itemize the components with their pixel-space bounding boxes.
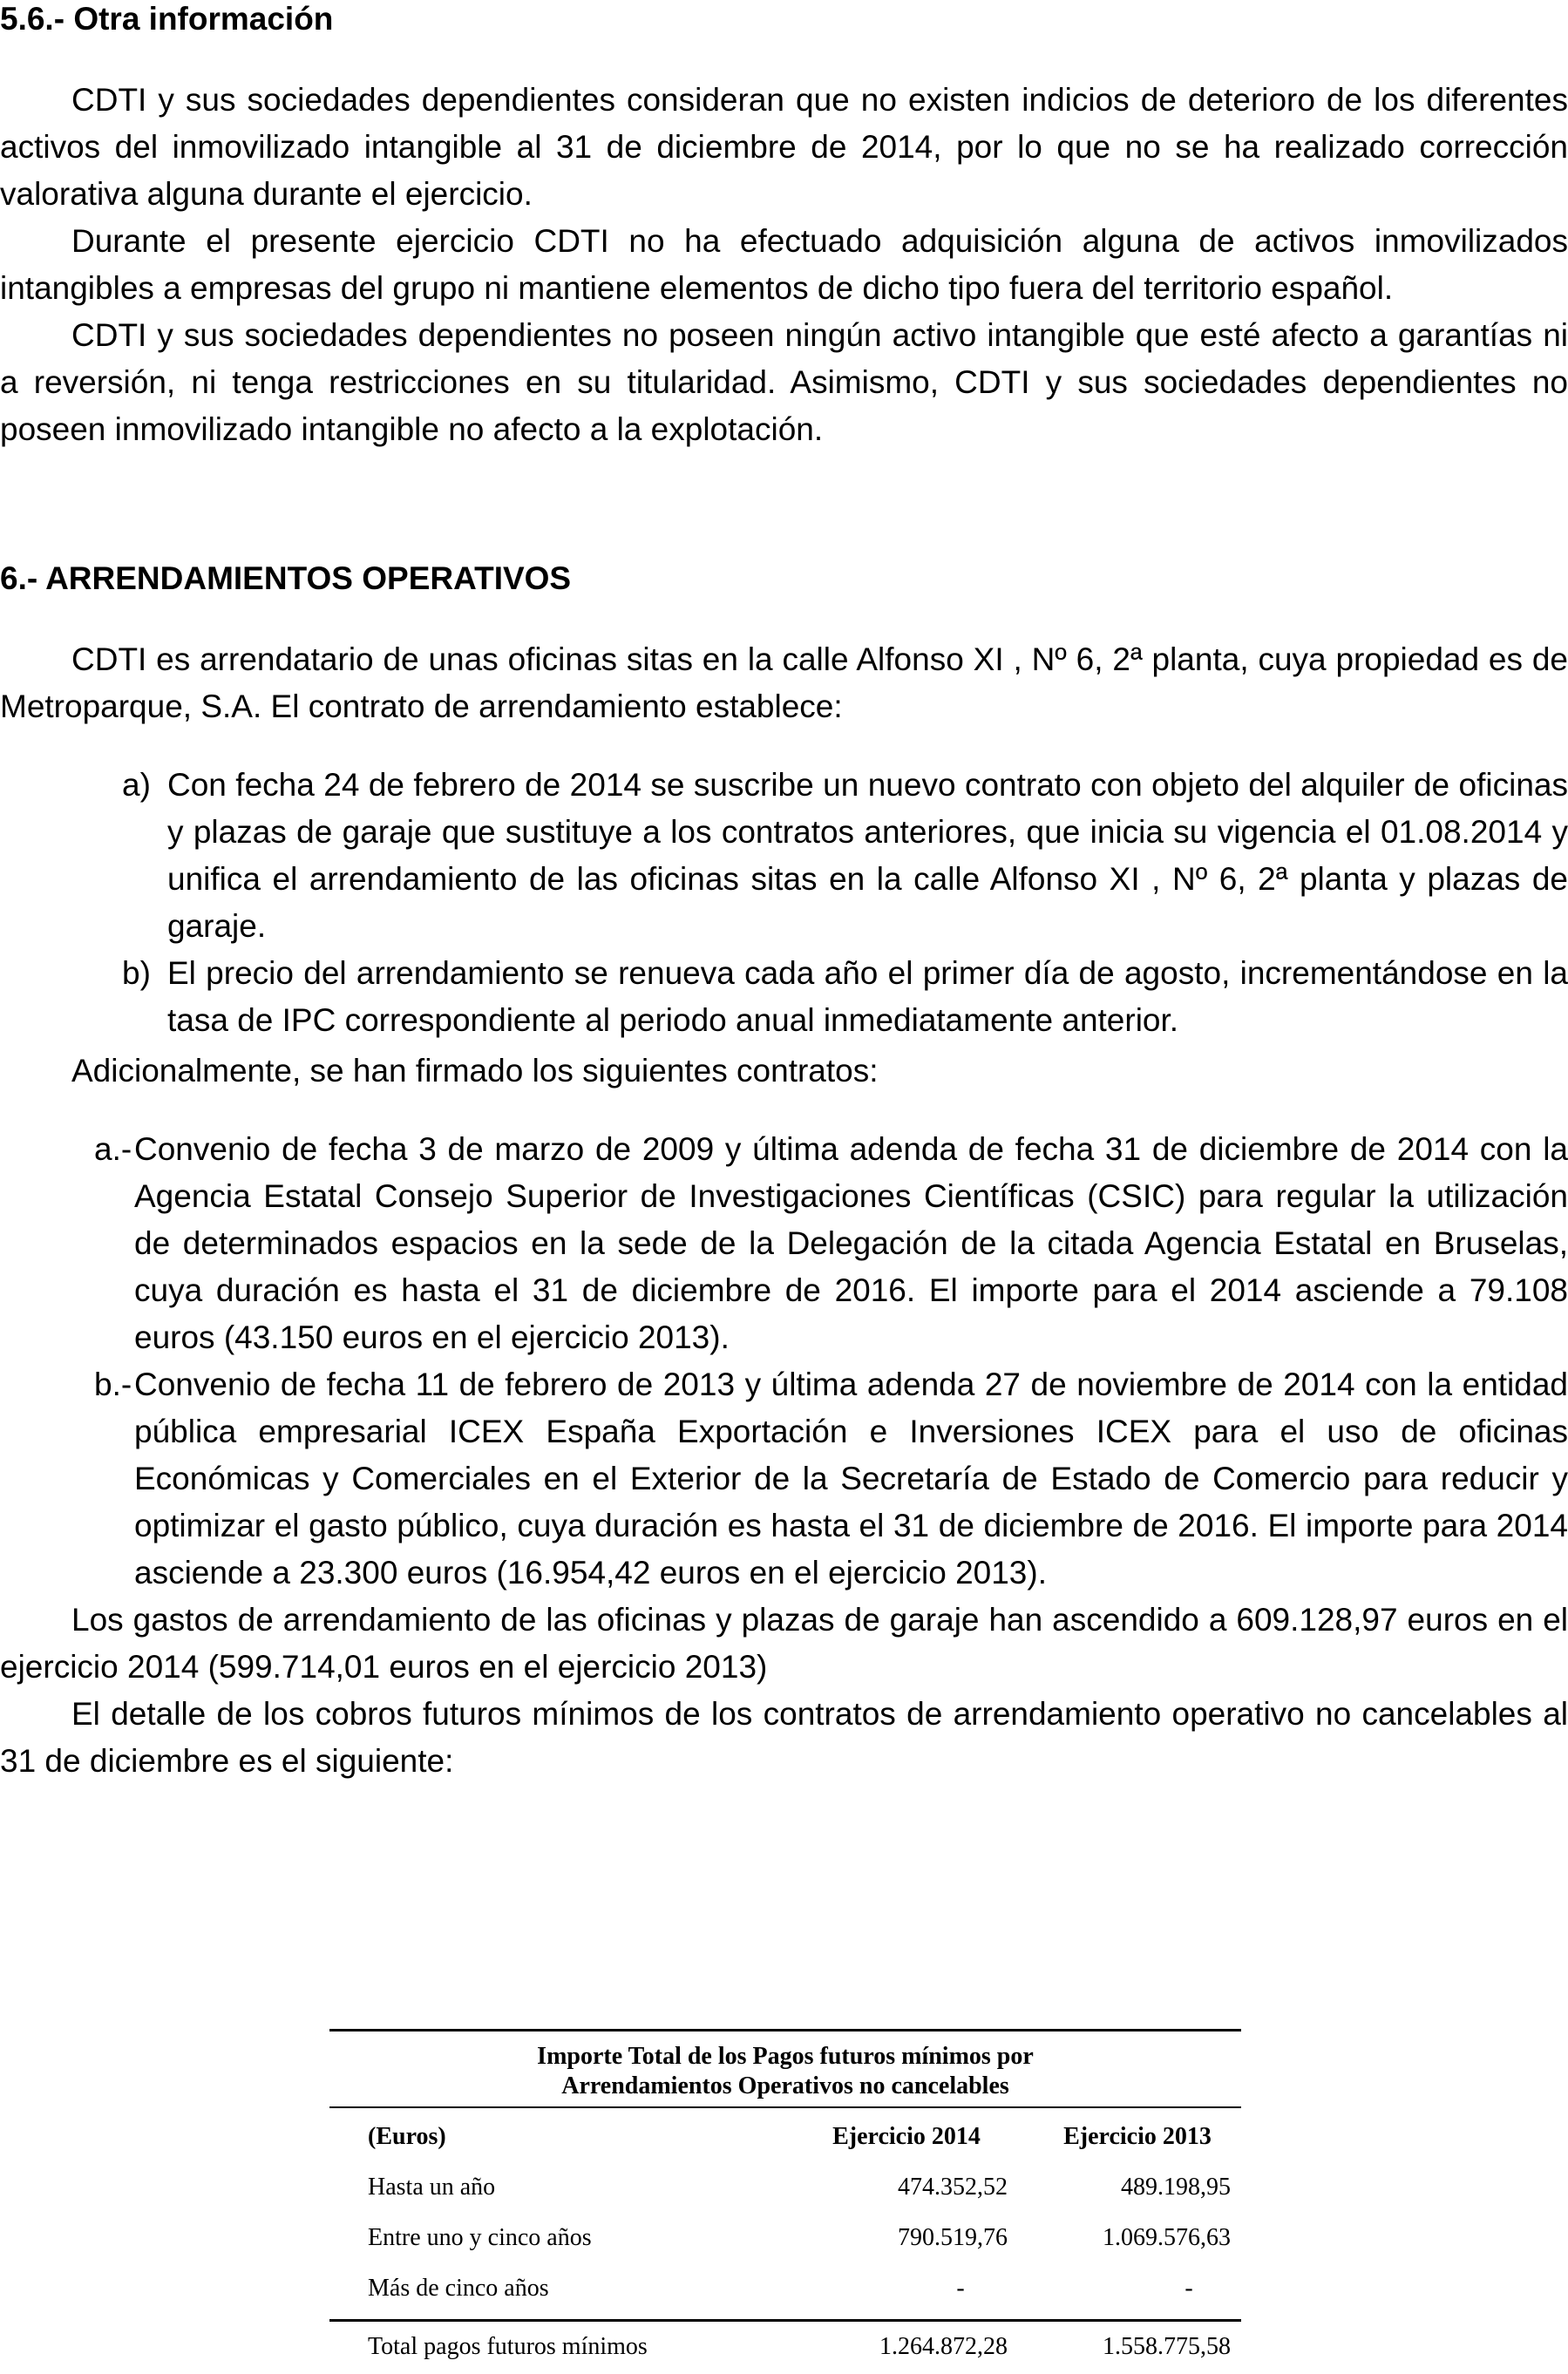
- list-marker: b.-: [94, 1367, 132, 1402]
- value-cell: 1.069.576,63: [1103, 2224, 1231, 2251]
- value-cell: 474.352,52: [898, 2174, 1008, 2201]
- table-row: [329, 2213, 1241, 2263]
- value-cell: 790.519,76: [898, 2224, 1008, 2251]
- section-heading: 5.6.- Otra información: [0, 1, 334, 37]
- paragraph: Los gastos de arrendamiento de las oficinas y plazas de garaje han ascendido a 609.128,97 euros en el ejercicio 2014 (599.714,01 euros en el ejercicio 2013): [0, 1602, 1568, 1685]
- list-item: [94, 1126, 1568, 1361]
- additional-contracts-list: [94, 1126, 1568, 1597]
- paragraph: CDTI es arrendatario de unas oficinas sitas en la calle Alfonso XI , Nº 6, 2ª planta, cuya propiedad es de Metroparque, S.A. El contrato de arrendamiento establece:: [0, 641, 1568, 724]
- value-cell: -: [1184, 2275, 1193, 2302]
- table-title: [329, 2031, 1241, 2106]
- list-item: [122, 950, 1568, 1044]
- section-6: [0, 560, 1568, 1785]
- table-total-row: [329, 2322, 1241, 2372]
- paragraph: CDTI y sus sociedades dependientes consideran que no existen indicios de deterioro de los diferentes activos del inmovilizado intangible al 31 de diciembre de 2014, por lo que no se ha realizado corrección valorativa alguna durante el ejercicio.: [0, 82, 1568, 212]
- list-item-text: Convenio de fecha 3 de marzo de 2009 y última adenda de fecha 31 de diciembre de 2014 con la Agencia Estatal Consejo Superior de Investigaciones Científicas (CSIC) para regular la utilización de determinados espacios en la sede de la Delegación de la citada Agencia Estatal en Bruselas, cuya duración es hasta el 31 de diciembre de 2016. El importe para el 2014 asciende a 79.108 euros (43.150 euros en el ejercicio 2013).: [134, 1131, 1568, 1355]
- table-row: [329, 2263, 1241, 2314]
- list-item-text: El precio del arrendamiento se renueva cada año el primer día de agosto, incrementándose en la tasa de IPC correspondiente al periodo anual inmediatamente anterior.: [167, 955, 1568, 1038]
- value-cell: -: [956, 2275, 965, 2302]
- list-marker: b): [122, 955, 151, 991]
- list-item: [94, 1361, 1568, 1597]
- total-label: Total pagos futuros mínimos: [368, 2333, 648, 2360]
- table-title-line: Arrendamientos Operativos no cancelables: [561, 2072, 1009, 2099]
- total-value: 1.264.872,28: [879, 2333, 1008, 2360]
- paragraph: Adicionalmente, se han firmado los siguientes contratos:: [71, 1053, 879, 1089]
- list-item: [122, 762, 1568, 950]
- header-cell: Ejercicio 2013: [1063, 2123, 1212, 2150]
- paragraph: El detalle de los cobros futuros mínimos de los contratos de arrendamiento operativo no cancelables al 31 de diciembre es el siguiente:: [0, 1696, 1568, 1779]
- row-label: Más de cinco años: [368, 2275, 549, 2302]
- section-5-6: [0, 0, 1568, 453]
- paragraph: CDTI y sus sociedades dependientes no poseen ningún activo intangible que esté afecto a garantías ni a reversión, ni tenga restricciones en su titularidad. Asimismo, CDTI y sus sociedades dependientes no poseen inmovilizado intangible no afecto a la explotación.: [0, 317, 1568, 447]
- table-title-line: Importe Total de los Pagos futuros mínimos por: [537, 2043, 1034, 2070]
- list-item-text: Con fecha 24 de febrero de 2014 se suscribe un nuevo contrato con objeto del alquiler de oficinas y plazas de garaje que sustituye a los contratos anteriores, que inicia su vigencia el 01.08.2014 y unifica el arrendamiento de las oficinas sitas en la calle Alfonso XI , Nº 6, 2ª planta y plazas de garaje.: [167, 767, 1568, 944]
- section-heading: 6.- ARRENDAMIENTOS OPERATIVOS: [0, 560, 572, 596]
- contract-terms-list: [122, 762, 1568, 1044]
- paragraph: Durante el presente ejercicio CDTI no ha efectuado adquisición alguna de activos inmovilizados intangibles a empresas del grupo ni mantiene elementos de dicho tipo fuera del territorio español.: [0, 223, 1568, 306]
- list-marker: a): [122, 767, 151, 803]
- lease-payments-table: [329, 2029, 1241, 2372]
- table-row: [329, 2162, 1241, 2213]
- list-item-text: Convenio de fecha 11 de febrero de 2013 y última adenda 27 de noviembre de 2014 con la entidad pública empresarial ICEX España Exportación e Inversiones ICEX para el uso de oficinas Económicas y Comerciales en el Exterior de la Secretaría de Estado de Comercio para reducir y optimizar el gasto público, cuya duración es hasta el 31 de diciembre de 2016. El importe para 2014 asciende a 23.300 euros (16.954,42 euros en el ejercicio 2013).: [134, 1367, 1568, 1591]
- header-cell: Ejercicio 2014: [832, 2123, 981, 2150]
- header-cell: (Euros): [368, 2123, 446, 2150]
- table-header-row: [329, 2112, 1241, 2162]
- row-label: Hasta un año: [368, 2174, 496, 2201]
- list-marker: a.-: [94, 1131, 132, 1167]
- row-label: Entre uno y cinco años: [368, 2224, 592, 2251]
- total-value: 1.558.775,58: [1103, 2333, 1231, 2360]
- value-cell: 489.198,95: [1121, 2174, 1231, 2201]
